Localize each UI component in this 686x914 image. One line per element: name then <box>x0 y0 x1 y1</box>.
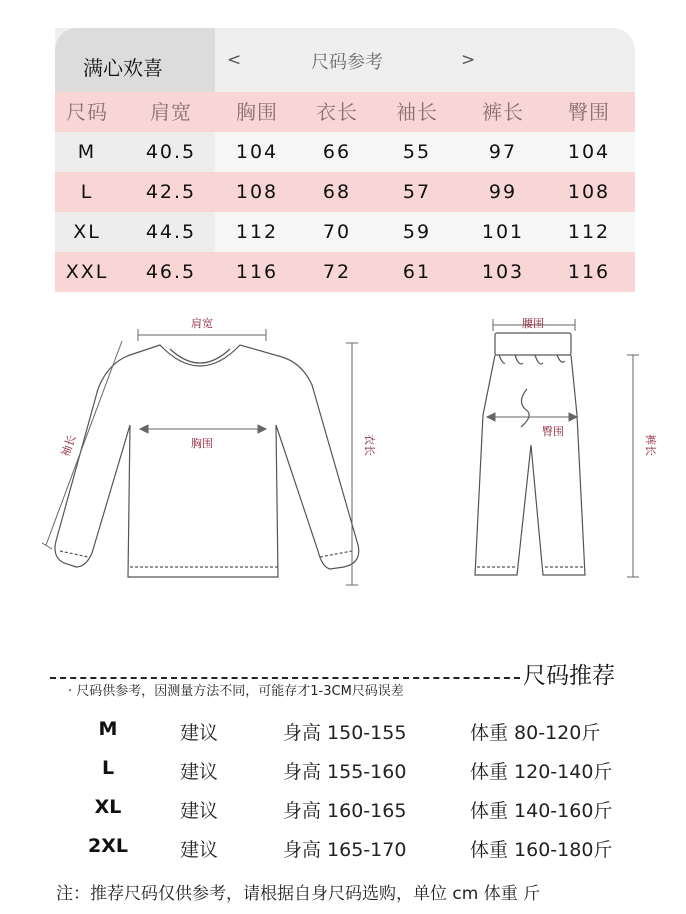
table-cell: 68 <box>322 181 352 203</box>
shirt-chest-label: 胸围 <box>191 437 213 450</box>
recommend-size: L <box>101 757 115 779</box>
column-header: 臀围 <box>568 100 610 124</box>
column-header-row <box>55 92 635 132</box>
brand-cell <box>55 28 215 92</box>
table-cell: 55 <box>402 141 432 163</box>
table-cell: L <box>80 181 94 203</box>
recommend-advice: 建议 <box>180 800 219 822</box>
table-row <box>55 132 635 172</box>
recommend-advice: 建议 <box>180 761 219 783</box>
recommend-title: 尺码推荐 <box>523 663 615 689</box>
table-cell: 103 <box>481 261 525 283</box>
table-row <box>55 172 635 212</box>
column-header: 裤长 <box>482 100 524 124</box>
table-cell: 72 <box>322 261 352 283</box>
table-header <box>55 28 635 92</box>
table-cell: 46.5 <box>145 261 197 283</box>
table-cell: 44.5 <box>145 221 197 243</box>
table-cell: 97 <box>488 141 518 163</box>
table-cell: 40.5 <box>145 141 197 163</box>
table-cell: XXL <box>65 261 109 283</box>
pants-diagram <box>465 305 665 595</box>
next-arrow[interactable]: > <box>461 50 476 70</box>
recommend-height: 身高 155-160 <box>283 761 407 783</box>
column-header: 肩宽 <box>150 100 192 124</box>
table-cell: 116 <box>567 261 611 283</box>
recommend-weight: 体重 140-160斤 <box>470 800 613 822</box>
recommend-advice: 建议 <box>180 722 219 744</box>
table-row <box>55 252 635 292</box>
recommend-weight: 体重 160-180斤 <box>470 839 613 861</box>
shirt-diagram <box>40 305 380 605</box>
table-cell: 59 <box>402 221 432 243</box>
table-cell: 108 <box>567 181 611 203</box>
pants-waist-label: 腰围 <box>522 317 544 330</box>
shirt-sleeve-label: 袖长 <box>58 433 79 459</box>
recommend-height: 身高 160-165 <box>283 800 407 822</box>
table-cell: 66 <box>322 141 352 163</box>
table-cell: 104 <box>567 141 611 163</box>
table-cell: 108 <box>235 181 279 203</box>
column-header: 袖长 <box>396 100 438 124</box>
size-table <box>55 28 635 294</box>
shirt-length-label: 衣长 <box>363 434 376 456</box>
dashed-divider <box>50 677 520 679</box>
footer-note: 注：推荐尺码仅供参考，请根据自身尺码选购，单位 cm 体重 斤 <box>56 884 541 904</box>
table-cell: XL <box>73 221 101 243</box>
column-header: 尺码 <box>66 100 108 124</box>
recommend-row <box>0 710 686 746</box>
table-cell: M <box>77 141 97 163</box>
column-header: 胸围 <box>236 100 278 124</box>
table-row <box>55 212 635 252</box>
table-cell: 116 <box>235 261 279 283</box>
recommend-weight: 体重 120-140斤 <box>470 761 613 783</box>
table-cell: 57 <box>402 181 432 203</box>
recommend-size: M <box>98 718 118 740</box>
pants-hip-label: 臀围 <box>542 425 564 438</box>
recommend-row <box>0 749 686 785</box>
recommend-weight: 体重 80-120斤 <box>470 722 601 744</box>
recommend-row <box>0 788 686 824</box>
column-header: 衣长 <box>316 100 358 124</box>
recommend-size: XL <box>94 796 122 818</box>
recommend-advice: 建议 <box>180 839 219 861</box>
table-cell: 112 <box>235 221 279 243</box>
table-cell: 70 <box>322 221 352 243</box>
brand-name: 满心欢喜 <box>83 56 163 80</box>
table-cell: 112 <box>567 221 611 243</box>
table-cell: 61 <box>402 261 432 283</box>
table-cell: 104 <box>235 141 279 163</box>
table-cell: 101 <box>481 221 525 243</box>
recommend-row <box>0 827 686 863</box>
prev-arrow[interactable]: < <box>227 50 242 70</box>
table-cell: 42.5 <box>145 181 197 203</box>
recommend-note: · 尺码供参考，因测量方法不同，可能存才1-3CM尺码误差 <box>68 684 404 699</box>
pants-length-label: 裤长 <box>644 434 657 456</box>
recommend-height: 身高 150-155 <box>283 722 407 744</box>
table-title: 尺码参考 <box>311 52 383 73</box>
table-cell: 99 <box>488 181 518 203</box>
recommend-height: 身高 165-170 <box>283 839 407 861</box>
recommend-size: 2XL <box>88 835 128 857</box>
shirt-shoulder-label: 肩宽 <box>191 317 213 330</box>
